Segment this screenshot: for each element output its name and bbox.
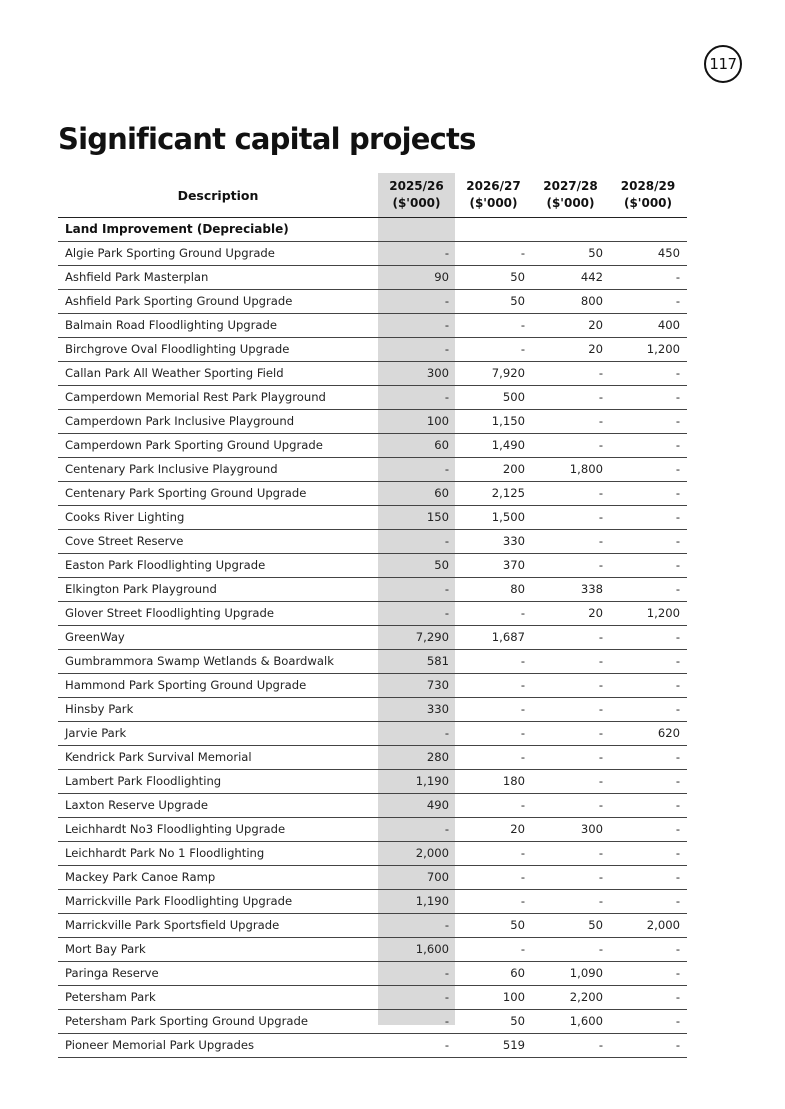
row-value: 1,090 bbox=[569, 966, 603, 980]
row-value: 330 bbox=[426, 702, 449, 716]
row-value: 400 bbox=[657, 318, 680, 332]
row-value: - bbox=[675, 630, 680, 644]
row-value: - bbox=[598, 510, 603, 524]
row-value: 1,490 bbox=[491, 438, 525, 452]
row-description: Hinsby Park bbox=[65, 702, 134, 716]
column-header-unit: ($'000) bbox=[623, 196, 673, 210]
row-value: - bbox=[598, 846, 603, 860]
table-row bbox=[58, 794, 687, 818]
row-value: 1,150 bbox=[491, 414, 525, 428]
row-value: - bbox=[520, 942, 525, 956]
row-description: Centenary Park Sporting Ground Upgrade bbox=[65, 486, 307, 500]
row-description: Hammond Park Sporting Ground Upgrade bbox=[65, 678, 307, 692]
row-value: 730 bbox=[426, 678, 449, 692]
row-description: Glover Street Floodlighting Upgrade bbox=[65, 606, 274, 620]
row-value: 450 bbox=[657, 246, 680, 260]
row-description: Pioneer Memorial Park Upgrades bbox=[65, 1038, 254, 1052]
table-row bbox=[58, 530, 687, 554]
row-description: Jarvie Park bbox=[65, 726, 127, 740]
section-header-row bbox=[58, 218, 687, 242]
row-value: 2,000 bbox=[415, 846, 449, 860]
table-row bbox=[58, 290, 687, 314]
row-value: - bbox=[598, 438, 603, 452]
row-value: - bbox=[675, 990, 680, 1004]
row-value: - bbox=[675, 774, 680, 788]
row-value: 338 bbox=[580, 582, 603, 596]
row-value: - bbox=[444, 390, 449, 404]
row-value: 1,190 bbox=[415, 774, 449, 788]
row-value: 100 bbox=[426, 414, 449, 428]
row-value: - bbox=[675, 582, 680, 596]
column-header-description bbox=[58, 173, 378, 217]
row-value: - bbox=[598, 654, 603, 668]
row-value: - bbox=[675, 438, 680, 452]
row-value: 20 bbox=[588, 318, 603, 332]
row-description: Petersham Park Sporting Ground Upgrade bbox=[65, 1014, 309, 1028]
row-value: 581 bbox=[426, 654, 449, 668]
row-value: - bbox=[520, 606, 525, 620]
row-description: Ashfield Park Sporting Ground Upgrade bbox=[65, 294, 293, 308]
row-value: - bbox=[444, 822, 449, 836]
column-header-unit: ($'000) bbox=[392, 196, 441, 210]
table-row bbox=[58, 818, 687, 842]
row-value: 1,200 bbox=[646, 606, 680, 620]
row-value: - bbox=[520, 246, 525, 260]
table-row bbox=[58, 410, 687, 434]
row-value: - bbox=[675, 390, 680, 404]
column-header-2027-28 bbox=[532, 173, 609, 217]
row-value: - bbox=[444, 294, 449, 308]
table-row bbox=[58, 482, 687, 506]
table-row bbox=[58, 266, 687, 290]
row-description: Leichhardt Park No 1 Floodlighting bbox=[65, 846, 265, 860]
row-value: - bbox=[675, 654, 680, 668]
row-description: Centenary Park Inclusive Playground bbox=[65, 462, 278, 476]
row-description: Ashfield Park Masterplan bbox=[65, 270, 209, 284]
row-value: 50 bbox=[510, 918, 525, 932]
row-description: Easton Park Floodlighting Upgrade bbox=[65, 558, 266, 572]
row-value: - bbox=[444, 726, 449, 740]
row-value: - bbox=[675, 270, 680, 284]
row-value: - bbox=[520, 750, 525, 764]
table-row bbox=[58, 362, 687, 386]
row-value: - bbox=[675, 822, 680, 836]
row-value: 2,125 bbox=[491, 486, 525, 500]
row-value: 50 bbox=[510, 270, 525, 284]
row-value: - bbox=[598, 726, 603, 740]
table-row bbox=[58, 458, 687, 482]
row-value: - bbox=[598, 414, 603, 428]
row-description: Petersham Park bbox=[65, 990, 156, 1004]
row-value: - bbox=[520, 894, 525, 908]
table-row bbox=[58, 554, 687, 578]
row-value: 2,000 bbox=[646, 918, 680, 932]
row-value: - bbox=[520, 678, 525, 692]
row-value: - bbox=[444, 318, 449, 332]
row-value: 60 bbox=[434, 486, 449, 500]
row-value: - bbox=[444, 342, 449, 356]
table-row bbox=[58, 434, 687, 458]
row-value: - bbox=[598, 534, 603, 548]
table-body bbox=[58, 242, 687, 1058]
row-value: 1,800 bbox=[569, 462, 603, 476]
row-value: 7,290 bbox=[415, 630, 449, 644]
row-value: - bbox=[598, 798, 603, 812]
table-row bbox=[58, 938, 687, 962]
row-value: 50 bbox=[588, 246, 603, 260]
row-value: 800 bbox=[580, 294, 603, 308]
table-row bbox=[58, 986, 687, 1010]
row-value: - bbox=[444, 462, 449, 476]
row-value: - bbox=[675, 942, 680, 956]
row-value: 1,600 bbox=[569, 1014, 603, 1028]
column-header-description-label: Description bbox=[177, 187, 259, 203]
column-header-year: 2027/28 bbox=[543, 179, 598, 193]
table-row bbox=[58, 650, 687, 674]
row-description: Marrickville Park Sportsfield Upgrade bbox=[65, 918, 280, 932]
row-value: 1,600 bbox=[415, 942, 449, 956]
row-value: - bbox=[520, 342, 525, 356]
row-description: Leichhardt No3 Floodlighting Upgrade bbox=[65, 822, 286, 836]
row-value: 20 bbox=[588, 342, 603, 356]
section-label: Land Improvement (Depreciable) bbox=[65, 222, 289, 236]
row-description: Balmain Road Floodlighting Upgrade bbox=[65, 318, 278, 332]
table-row bbox=[58, 962, 687, 986]
row-description: Callan Park All Weather Sporting Field bbox=[65, 366, 284, 380]
row-value: - bbox=[675, 486, 680, 500]
row-value: - bbox=[675, 414, 680, 428]
row-value: 180 bbox=[502, 774, 525, 788]
row-value: - bbox=[675, 798, 680, 812]
row-value: - bbox=[520, 870, 525, 884]
row-description: Camperdown Park Inclusive Playground bbox=[65, 414, 295, 428]
row-value: - bbox=[520, 798, 525, 812]
table-row bbox=[58, 242, 687, 266]
row-value: 50 bbox=[510, 294, 525, 308]
row-value: 280 bbox=[426, 750, 449, 764]
capital-projects-table bbox=[58, 173, 687, 1058]
row-description: Birchgrove Oval Floodlighting Upgrade bbox=[65, 342, 290, 356]
table-row bbox=[58, 1010, 687, 1034]
row-value: - bbox=[598, 390, 603, 404]
row-value: - bbox=[444, 966, 449, 980]
row-value: 50 bbox=[510, 1014, 525, 1028]
row-description: Camperdown Memorial Rest Park Playground bbox=[65, 390, 326, 404]
row-value: 80 bbox=[510, 582, 525, 596]
row-value: - bbox=[520, 846, 525, 860]
table-row bbox=[58, 746, 687, 770]
row-value: - bbox=[675, 750, 680, 764]
column-header-year: 2026/27 bbox=[466, 179, 521, 193]
row-value: - bbox=[675, 294, 680, 308]
row-value: - bbox=[444, 582, 449, 596]
row-value: - bbox=[675, 1014, 680, 1028]
row-value: 50 bbox=[588, 918, 603, 932]
row-value: 370 bbox=[502, 558, 525, 572]
table-row bbox=[58, 314, 687, 338]
row-value: - bbox=[598, 486, 603, 500]
row-value: - bbox=[675, 510, 680, 524]
table-row bbox=[58, 866, 687, 890]
row-value: 20 bbox=[588, 606, 603, 620]
table-row bbox=[58, 842, 687, 866]
row-value: - bbox=[444, 1038, 449, 1052]
row-description: Cooks River Lighting bbox=[65, 510, 185, 524]
row-description: Lambert Park Floodlighting bbox=[65, 774, 222, 788]
page-title: Significant capital projects bbox=[58, 122, 476, 156]
row-description: Algie Park Sporting Ground Upgrade bbox=[65, 246, 275, 260]
row-value: - bbox=[675, 366, 680, 380]
row-value: 90 bbox=[434, 270, 449, 284]
row-value: - bbox=[598, 942, 603, 956]
page-number: 117 bbox=[704, 45, 742, 83]
row-value: - bbox=[598, 1038, 603, 1052]
row-value: - bbox=[520, 318, 525, 332]
row-value: - bbox=[598, 630, 603, 644]
row-value: - bbox=[598, 894, 603, 908]
table-row bbox=[58, 506, 687, 530]
row-value: - bbox=[675, 846, 680, 860]
row-description: Kendrick Park Survival Memorial bbox=[65, 750, 252, 764]
row-value: - bbox=[444, 534, 449, 548]
row-value: - bbox=[675, 678, 680, 692]
table-row bbox=[58, 602, 687, 626]
row-value: - bbox=[598, 870, 603, 884]
row-value: - bbox=[598, 558, 603, 572]
row-value: 1,190 bbox=[415, 894, 449, 908]
row-value: - bbox=[675, 894, 680, 908]
row-value: - bbox=[520, 654, 525, 668]
column-header-year: 2028/29 bbox=[620, 179, 676, 193]
table-row bbox=[58, 386, 687, 410]
row-description: Paringa Reserve bbox=[65, 966, 159, 980]
table-row bbox=[58, 578, 687, 602]
row-value: - bbox=[675, 462, 680, 476]
row-value: 2,200 bbox=[569, 990, 603, 1004]
row-value: 150 bbox=[426, 510, 449, 524]
row-value: 620 bbox=[657, 726, 680, 740]
table-header-row bbox=[58, 173, 687, 218]
table-row bbox=[58, 674, 687, 698]
row-value: - bbox=[598, 678, 603, 692]
column-header-year: 2025/26 bbox=[389, 179, 444, 193]
row-value: - bbox=[444, 918, 449, 932]
column-header-unit: ($'000) bbox=[469, 196, 518, 210]
column-header-2025-26 bbox=[378, 173, 455, 217]
row-value: - bbox=[444, 990, 449, 1004]
row-value: - bbox=[675, 1038, 680, 1052]
table-row bbox=[58, 338, 687, 362]
row-value: - bbox=[444, 606, 449, 620]
row-value: 500 bbox=[502, 390, 525, 404]
table-row bbox=[58, 770, 687, 794]
row-value: 330 bbox=[502, 534, 525, 548]
row-value: 490 bbox=[426, 798, 449, 812]
row-description: Elkington Park Playground bbox=[65, 582, 217, 596]
row-value: - bbox=[520, 726, 525, 740]
column-header-2028-29 bbox=[609, 173, 687, 217]
row-description: GreenWay bbox=[65, 630, 125, 644]
row-value: - bbox=[598, 366, 603, 380]
table-row bbox=[58, 722, 687, 746]
table-row bbox=[58, 1034, 687, 1058]
row-value: - bbox=[444, 1014, 449, 1028]
row-value: 1,687 bbox=[491, 630, 525, 644]
row-value: 20 bbox=[510, 822, 525, 836]
table-row bbox=[58, 626, 687, 650]
row-value: 7,920 bbox=[491, 366, 525, 380]
row-value: - bbox=[598, 774, 603, 788]
row-value: 1,200 bbox=[646, 342, 680, 356]
row-description: Laxton Reserve Upgrade bbox=[65, 798, 208, 812]
row-value: 700 bbox=[426, 870, 449, 884]
row-value: 100 bbox=[502, 990, 525, 1004]
row-value: - bbox=[675, 702, 680, 716]
row-value: - bbox=[598, 702, 603, 716]
row-description: Marrickville Park Floodlighting Upgrade bbox=[65, 894, 293, 908]
row-value: - bbox=[675, 534, 680, 548]
row-value: 442 bbox=[580, 270, 603, 284]
row-value: - bbox=[598, 750, 603, 764]
column-header-2026-27 bbox=[455, 173, 532, 217]
row-value: - bbox=[675, 966, 680, 980]
table-row bbox=[58, 914, 687, 938]
column-header-unit: ($'000) bbox=[546, 196, 595, 210]
row-value: - bbox=[675, 870, 680, 884]
row-description: Gumbrammora Swamp Wetlands & Boardwalk bbox=[65, 654, 334, 668]
row-value: 200 bbox=[502, 462, 525, 476]
row-value: 519 bbox=[502, 1038, 525, 1052]
row-value: 60 bbox=[510, 966, 525, 980]
row-value: 300 bbox=[426, 366, 449, 380]
row-description: Mort Bay Park bbox=[65, 942, 146, 956]
row-description: Camperdown Park Sporting Ground Upgrade bbox=[65, 438, 323, 452]
row-value: 300 bbox=[580, 822, 603, 836]
row-value: 60 bbox=[434, 438, 449, 452]
row-value: - bbox=[675, 558, 680, 572]
row-description: Cove Street Reserve bbox=[65, 534, 184, 548]
row-value: - bbox=[444, 246, 449, 260]
row-value: - bbox=[520, 702, 525, 716]
row-value: 1,500 bbox=[491, 510, 525, 524]
table-row bbox=[58, 698, 687, 722]
row-value: 50 bbox=[434, 558, 449, 572]
table-row bbox=[58, 890, 687, 914]
row-description: Mackey Park Canoe Ramp bbox=[65, 870, 216, 884]
